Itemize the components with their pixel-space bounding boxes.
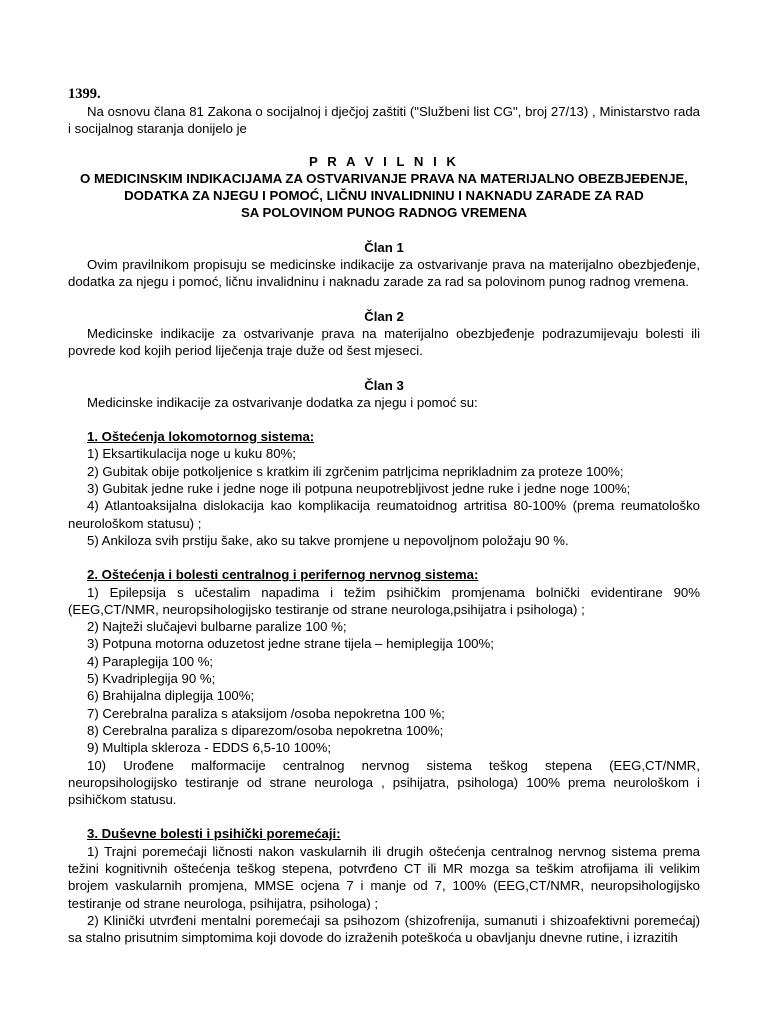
list-item: 2) Gubitak obije potkoljenice s kratkim ili zgrčenim patrljcima neprikladnim za proteze 100%; (87, 463, 624, 479)
article-1-heading: Član 1 (364, 239, 404, 255)
list-item: 3) Gubitak jedne ruke i jedne noge ili potpuna neupotrebljivost jedne ruke i jedne noge 100%; (87, 481, 631, 497)
list-item: 2) Klinički utvrđeni mentalni poremećaji sa psihozom (shizofrenija, sumanuti i shizoafektivni poremećaj) sa stalno prisutnim simptomima koji dovode do izraženih poteškoća u obavljanju dnevne rutine, i izrazitih (68, 912, 700, 946)
article-2-heading: Član 2 (364, 308, 404, 324)
list-item: 8) Cerebralna paraliza s diparezom/osoba nepokretna 100%; (87, 722, 444, 738)
list-item: 2) Najteži slučajevi bulbarne paralize 100 %; (87, 619, 347, 635)
list-item: 6) Brahijalna diplegija 100%; (87, 688, 255, 704)
section-1-title-text: 1. Oštećenja lokomotornog sistema: (87, 429, 315, 445)
title-line-1: O MEDICINSKIM INDIKACIJAMA ZA OSTVARIVANJE PRAVA NA MATERIJALNO OBEZBJEĐENJE, (80, 170, 688, 186)
list-item: 1) Eksartikulacija noge u kuku 80%; (87, 446, 296, 462)
article-2-text: Medicinske indikacije za ostvarivanje prava na materijalno obezbjeđenje podrazumijevaju bolesti ili povrede kod kojih period liječenja traje duže od šest mjeseci. (68, 325, 700, 359)
article-1-text: Ovim pravilnikom propisuju se medicinske indikacije za ostvarivanje prava na materijalno obezbjeđenje, dodatka za njegu i pomoć, ličnu invalidninu i naknadu zarade za rad sa polovinom punog radnog vremena. (68, 257, 700, 290)
list-item: 1) Epilepsija s učestalim napadima i težim psihičkim promjenama bolnički evidentirane 90% (EEG,CT/NMR, neuropsihologijsko testiranje od strane neurologa,psihijatra i psihologa) ; (68, 584, 700, 617)
section-2-title (68, 566, 700, 583)
section-2-title-text: 2. Oštećenja i bolesti centralnog i perifernog nervnog sistema: (87, 567, 479, 583)
title-line-2: DODATKA ZA NJEGU I POMOĆ, LIČNU INVALIDNINU I NAKNADU ZARADE ZA RAD (124, 188, 644, 204)
list-item: 1) Trajni poremećaji ličnosti nakon vaskularnih ili drugih oštećenja centralnog nervnog sistema prema težini kognitivnih oštećenja teškog stepena, potvrđeno CT ili MR mozga sa teškim atrofijama ili velikim brojem vaskularnih promjena, MMSE ocjena 7 i manje od 7, 100% (EEG,CT/NMR, neuropsihologijsko testiranje od strane neurologa, psihijatra, psihologa) ; (68, 843, 700, 911)
article-3-heading: Član 3 (364, 377, 404, 393)
title-word: P R A V I L N I K (309, 153, 459, 169)
list-item: 4) Atlantoaksijalna dislokacija kao komplikacija reumatoidnog artritisa 80-100% (prema reumatološko neurološkom statusu) ; (68, 498, 700, 531)
list-item: 3) Potpuna motorna oduzetost jedne strane tijela – hemiplegija 100%; (87, 636, 494, 652)
document-title-block (68, 153, 700, 222)
article-3-text: Medicinske indikacije za ostvarivanje dodatka za njegu i pomoć su: (87, 394, 478, 410)
list-item: 7) Cerebralna paraliza s ataksijom /osoba nepokretna 100 %; (87, 705, 445, 721)
section-3-title (68, 825, 700, 842)
section-1-title (68, 428, 700, 445)
list-item: 10) Urođene malformacije centralnog nervnog sistema teškog stepena (EEG,CT/NMR, neuropsihologijsko testiranje od strane neurologa , psihijatra, psihologa) 100% prema neurološkom i psihičkom statusu. (68, 757, 700, 808)
intro-paragraph: Na osnovu člana 81 Zakona o socijalnoj i dječjoj zaštiti ("Službeni list CG", broj 27/13) , Ministarstvo rada i socijalnog staranja donijelo je (68, 104, 700, 137)
list-item: 9) Multipla skleroza - EDDS 6,5-10 100%; (87, 740, 332, 756)
section-3-title-text: 3. Duševne bolesti i psihički poremećaji: (87, 826, 341, 842)
list-item: 5) Ankiloza svih prstiju šake, ako su takve promjene u nepovoljnom položaju 90 %. (87, 532, 569, 548)
list-item: 4) Paraplegija 100 %; (87, 653, 214, 669)
title-line-3: SA POLOVINOM PUNOG RADNOG VREMENA (241, 205, 527, 221)
list-item: 5) Kvadriplegija 90 %; (87, 671, 216, 687)
document-number: 1399. (68, 86, 101, 102)
document-page (68, 86, 700, 946)
